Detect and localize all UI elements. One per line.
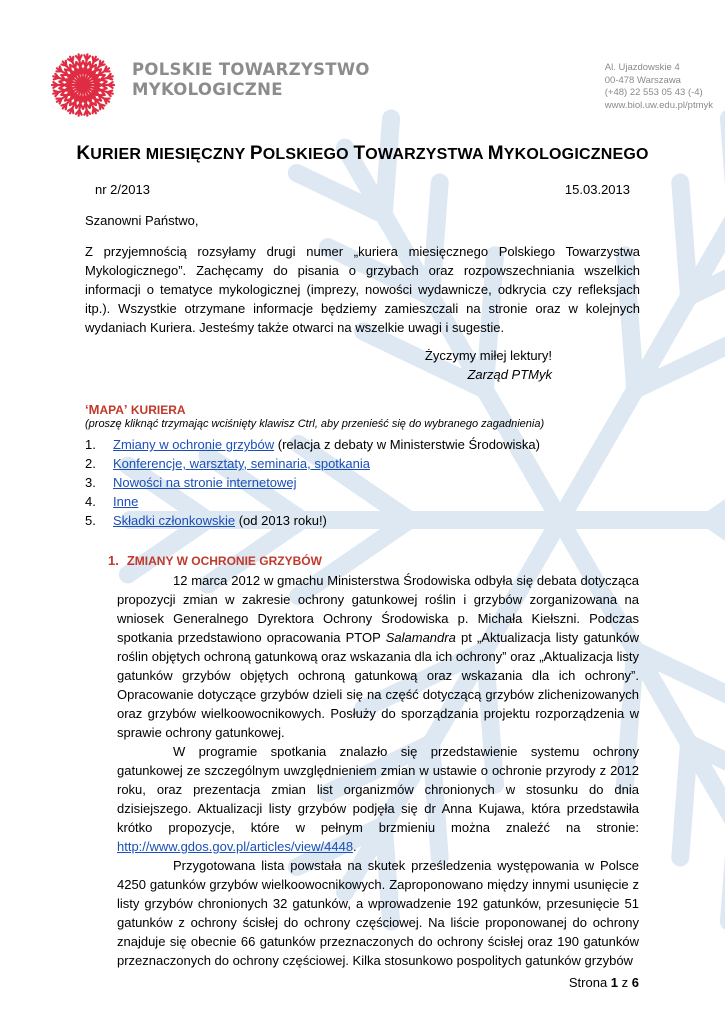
address-city: 00-478 Warszawa: [604, 74, 681, 86]
toc-item: 4. Inne: [85, 494, 139, 509]
org-name-line1: POLSKIE TOWARZYSTWO: [132, 60, 370, 79]
page-number: 1: [610, 975, 619, 990]
toc-item: 3. Nowości na stronie internetowej: [85, 475, 297, 490]
section-1-paragraph-3: Przygotowana lista powstała na skutek prześledzenia występowania w Polsce 4250 gatunków grzybów wielkoowocnikowych. Zaproponowano między innymi usunięcie z listy grzybów chronionych 32 gatunków, a wprowadzenie 192 gatunków, przesunięcie 51 gatunków z ochrony ścisłej do ochrony częściowej. Na liście proponowanej do ochrony znajduje się obecnie 66 gatunków przeznaczonych do ochrony ścisłej oraz 190 gatunków przeznaczonych do ochrony częściowej. Kilka stosunkowo pospolitych gatunków grzybów: [117, 858, 639, 968]
gdos-link[interactable]: http://www.gdos.gov.pl/articles/view/4448: [117, 839, 354, 854]
closing-wish: Życzymy miłej lektury!: [424, 348, 552, 363]
page-footer: Strona 1 z 6: [568, 975, 639, 990]
ptm-logo-icon: [50, 50, 116, 120]
address-block: [605, 62, 713, 112]
toc-link-inne[interactable]: Inne: [113, 494, 139, 509]
map-heading: ‘MAPA’ KURIERA: [85, 402, 186, 417]
address-phone: (+48) 22 553 05 43 (-4): [604, 87, 703, 98]
section-1-paragraph-1: 12 marca 2012 w gmachu Ministerstwa Środowiska odbyła się debata dotycząca propozycji zmian w zakresie ochrony gatunkowej roślin i grzybów zorganizowana na wniosek Generalnego Dyrektora Ochrony Środowiska p. Michała Kiełszni. Podczas spotkania przedstawiono opracowania PTOP Salamandra pt „Aktualizacja listy gatunków roślin objętych ochroną gatunkową oraz wskazania dla ich ochrony” oraz „Aktualizacja listy gatunków grzybów objętych ochroną gatunkową oraz wskazania dla ich ochrony”. Opracowanie dotyczące grzybów dzieli się na część dotyczącą grzybów zlichenizowanych oraz grzybów wielkoowocnikowych. Posłuży do sporządzania projektu rozporządzenia w sprawie ochrony gatunkowej.: [117, 573, 639, 740]
section-1-body: [117, 571, 639, 970]
issue-date: 15.03.2013: [564, 182, 630, 197]
toc-link-skladki[interactable]: Składki członkowskie: [113, 513, 236, 528]
intro-paragraph: Z przyjemnością rozsyłamy drugi numer „kuriera miesięcznego Polskiego Towarzystwa Mykologicznego”. Zachęcamy do pisania o grzybach oraz rozpowszechniania wszelkich informacji o tematyce mykologicznej (imprezy, nowości wydawnicze, odkrycia czy refleksjach itp.). Wszystkie otrzymane informacje będziemy zamieszczali na stronie oraz w kolejnych wydaniach Kuriera. Jesteśmy także otwarci na wszelkie uwagi i sugestie.: [85, 244, 640, 335]
address-website[interactable]: www.biol.uw.edu.pl/ptmyk: [604, 99, 713, 111]
page-total: 6: [631, 975, 639, 990]
org-name-line2: MYKOLOGICZNE: [132, 80, 283, 99]
map-hint: (proszę kliknąć trzymając wciśnięty klawisz Ctrl, aby przenieść się do wybranego zagadnienia): [85, 418, 545, 430]
toc-link-zmiany[interactable]: Zmiany w ochronie grzybów: [113, 437, 275, 452]
issue-number: nr 2/2013: [95, 182, 150, 197]
closing-signature: Zarząd PTMyk: [467, 367, 552, 382]
toc-item: 5. Składki członkowskie (od 2013 roku!): [85, 513, 327, 528]
page-title: KURIER MIESIĘCZNY POLSKIEGO TOWARZYSTWA MYKOLOGICZNEGO: [76, 143, 649, 164]
table-of-contents: [85, 435, 540, 530]
toc-link-nowosci[interactable]: Nowości na stronie internetowej: [113, 475, 297, 490]
address-street: Al. Ujazdowskie 4: [604, 62, 680, 73]
section-1-heading: 1. ZMIANY W OCHRONIE GRZYBÓW: [108, 553, 322, 568]
org-name: [132, 60, 370, 100]
toc-item: 2. Konferencje, warsztaty, seminaria, spotkania: [85, 456, 370, 471]
toc-item: 1. Zmiany w ochronie grzybów (relacja z debaty w Ministerstwie Środowiska): [85, 437, 540, 452]
toc-link-konferencje[interactable]: Konferencje, warsztaty, seminaria, spotkania: [113, 456, 370, 471]
salutation: Szanowni Państwo,: [85, 213, 199, 228]
section-1-paragraph-2: W programie spotkania znalazło się przedstawienie systemu ochrony gatunkowej ze szczególnym uwzględnieniem zmian w ustawie o ochronie przyrody z 2012 roku, oraz prezentacja zmian list organizmów chronionych w stosunku do dnia dzisiejszego. Aktualizacji listy grzybów podjęła się dr Anna Kujawa, która przedstawiła krótko propozycje, które w pełnym brzmieniu można znaleźć na stronie: http://www.gdos.gov.pl/articles/view/4448.: [117, 744, 639, 854]
